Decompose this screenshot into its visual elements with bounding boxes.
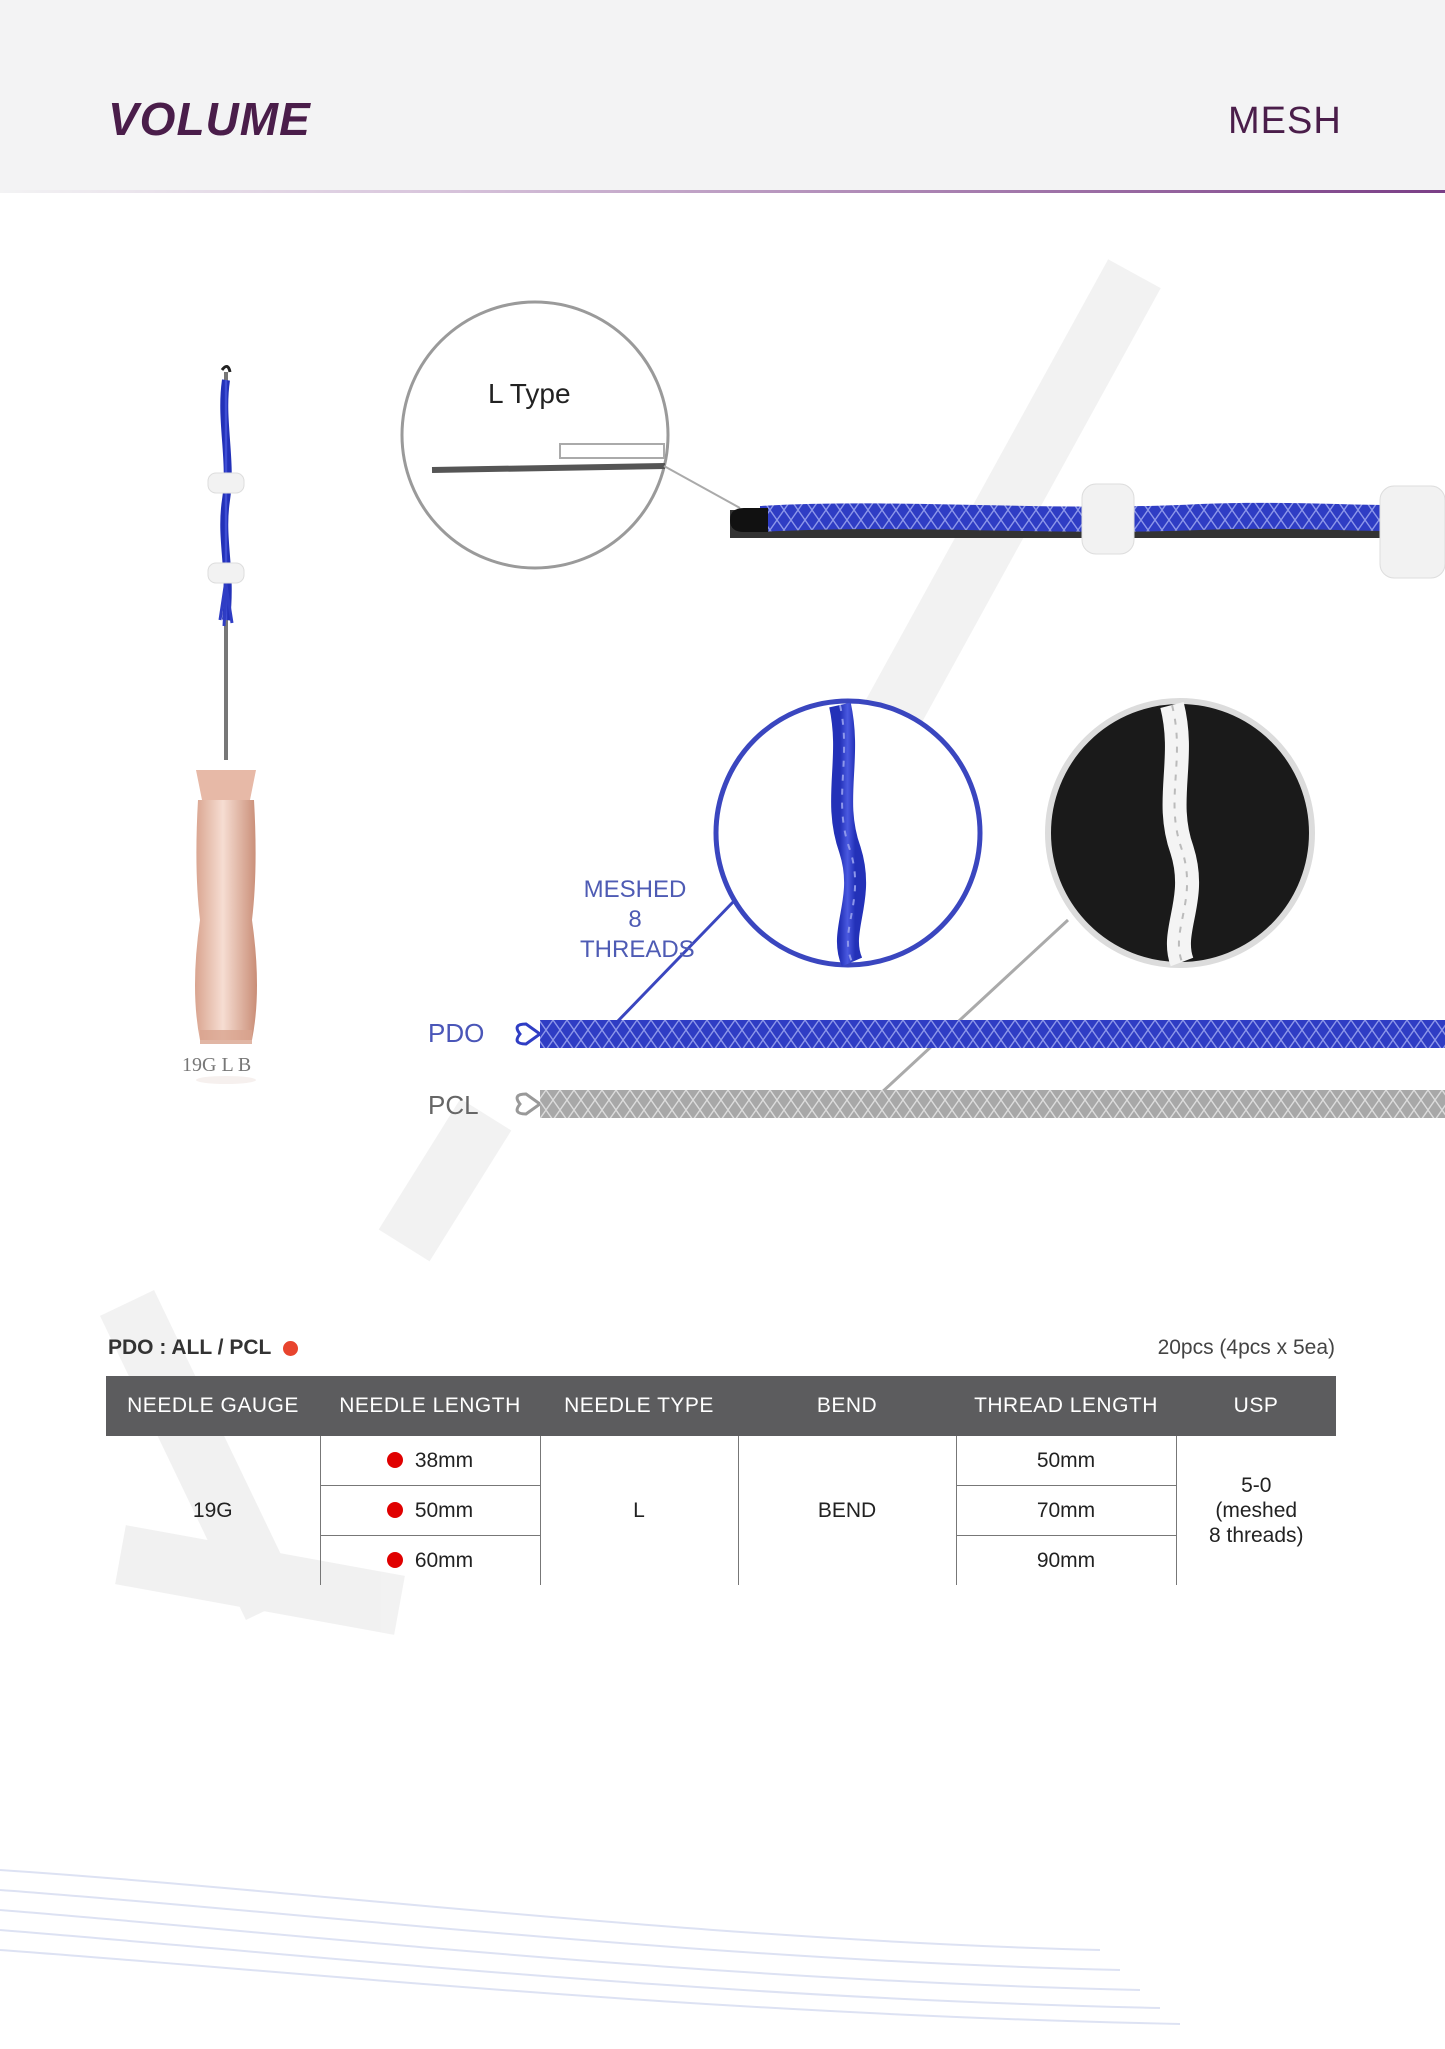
ltype-zoom-circle <box>402 302 740 568</box>
needle-label: 19G L B <box>182 1054 252 1076</box>
col-thread-length: THREAD LENGTH <box>956 1376 1176 1436</box>
table-row <box>106 1436 1336 1486</box>
cell-needle-length <box>320 1436 540 1486</box>
pdo-thread-strip <box>517 1020 1445 1048</box>
material-label <box>108 1336 298 1360</box>
horizontal-thread <box>730 484 1445 578</box>
cell-thread-length: 90mm <box>956 1536 1176 1586</box>
usp-line1: 5-0 <box>1241 1474 1272 1497</box>
spec-table <box>106 1376 1336 1585</box>
product-title: MESH <box>1228 100 1342 142</box>
needle-length-value: 50mm <box>414 1498 474 1522</box>
orange-dot-icon <box>283 1341 298 1356</box>
red-dot-icon <box>387 1552 403 1568</box>
ltype-label: L Type <box>488 378 571 409</box>
pcl-thread-strip <box>517 1090 1445 1118</box>
cell-gauge: 19G <box>192 1498 233 1522</box>
cell-needle-length <box>320 1486 540 1536</box>
col-usp: USP <box>1176 1376 1336 1436</box>
meshed-label <box>580 875 695 965</box>
footer-swoosh <box>0 1830 1445 2049</box>
cell-usp <box>1176 1436 1336 1585</box>
needle-length-value: 38mm <box>414 1448 474 1472</box>
pdo-label: PDO <box>428 1018 485 1048</box>
needle-length-value: 60mm <box>414 1548 474 1572</box>
pdo-zoom-circle <box>617 701 980 1022</box>
col-needle-length: NEEDLE LENGTH <box>320 1376 540 1436</box>
meshed-label-line2: 8 THREADS <box>580 906 695 963</box>
usp-line2: (meshed <box>1215 1499 1298 1522</box>
cell-thread-length: 70mm <box>956 1486 1176 1536</box>
material-label-text: PDO : ALL / PCL <box>108 1336 272 1359</box>
package-info: 20pcs (4pcs x 5ea) <box>1157 1336 1335 1359</box>
cell-needle-type: L <box>540 1436 738 1585</box>
cell-bend: BEND <box>738 1436 956 1585</box>
red-dot-icon <box>387 1452 403 1468</box>
cell-needle-length <box>320 1536 540 1586</box>
red-dot-icon <box>387 1502 403 1518</box>
cell-thread-length: 50mm <box>956 1436 1176 1486</box>
category-title: VOLUME <box>108 93 311 145</box>
col-needle-type: NEEDLE TYPE <box>540 1376 738 1436</box>
table-header-row <box>106 1376 1336 1436</box>
needle-image <box>195 366 257 1084</box>
col-needle-gauge: NEEDLE GAUGE <box>106 1376 320 1436</box>
usp-line3: 8 threads) <box>1208 1524 1304 1547</box>
meshed-label-line1: MESHED <box>583 876 687 903</box>
col-bend: BEND <box>738 1376 956 1436</box>
pcl-label: PCL <box>428 1090 479 1120</box>
